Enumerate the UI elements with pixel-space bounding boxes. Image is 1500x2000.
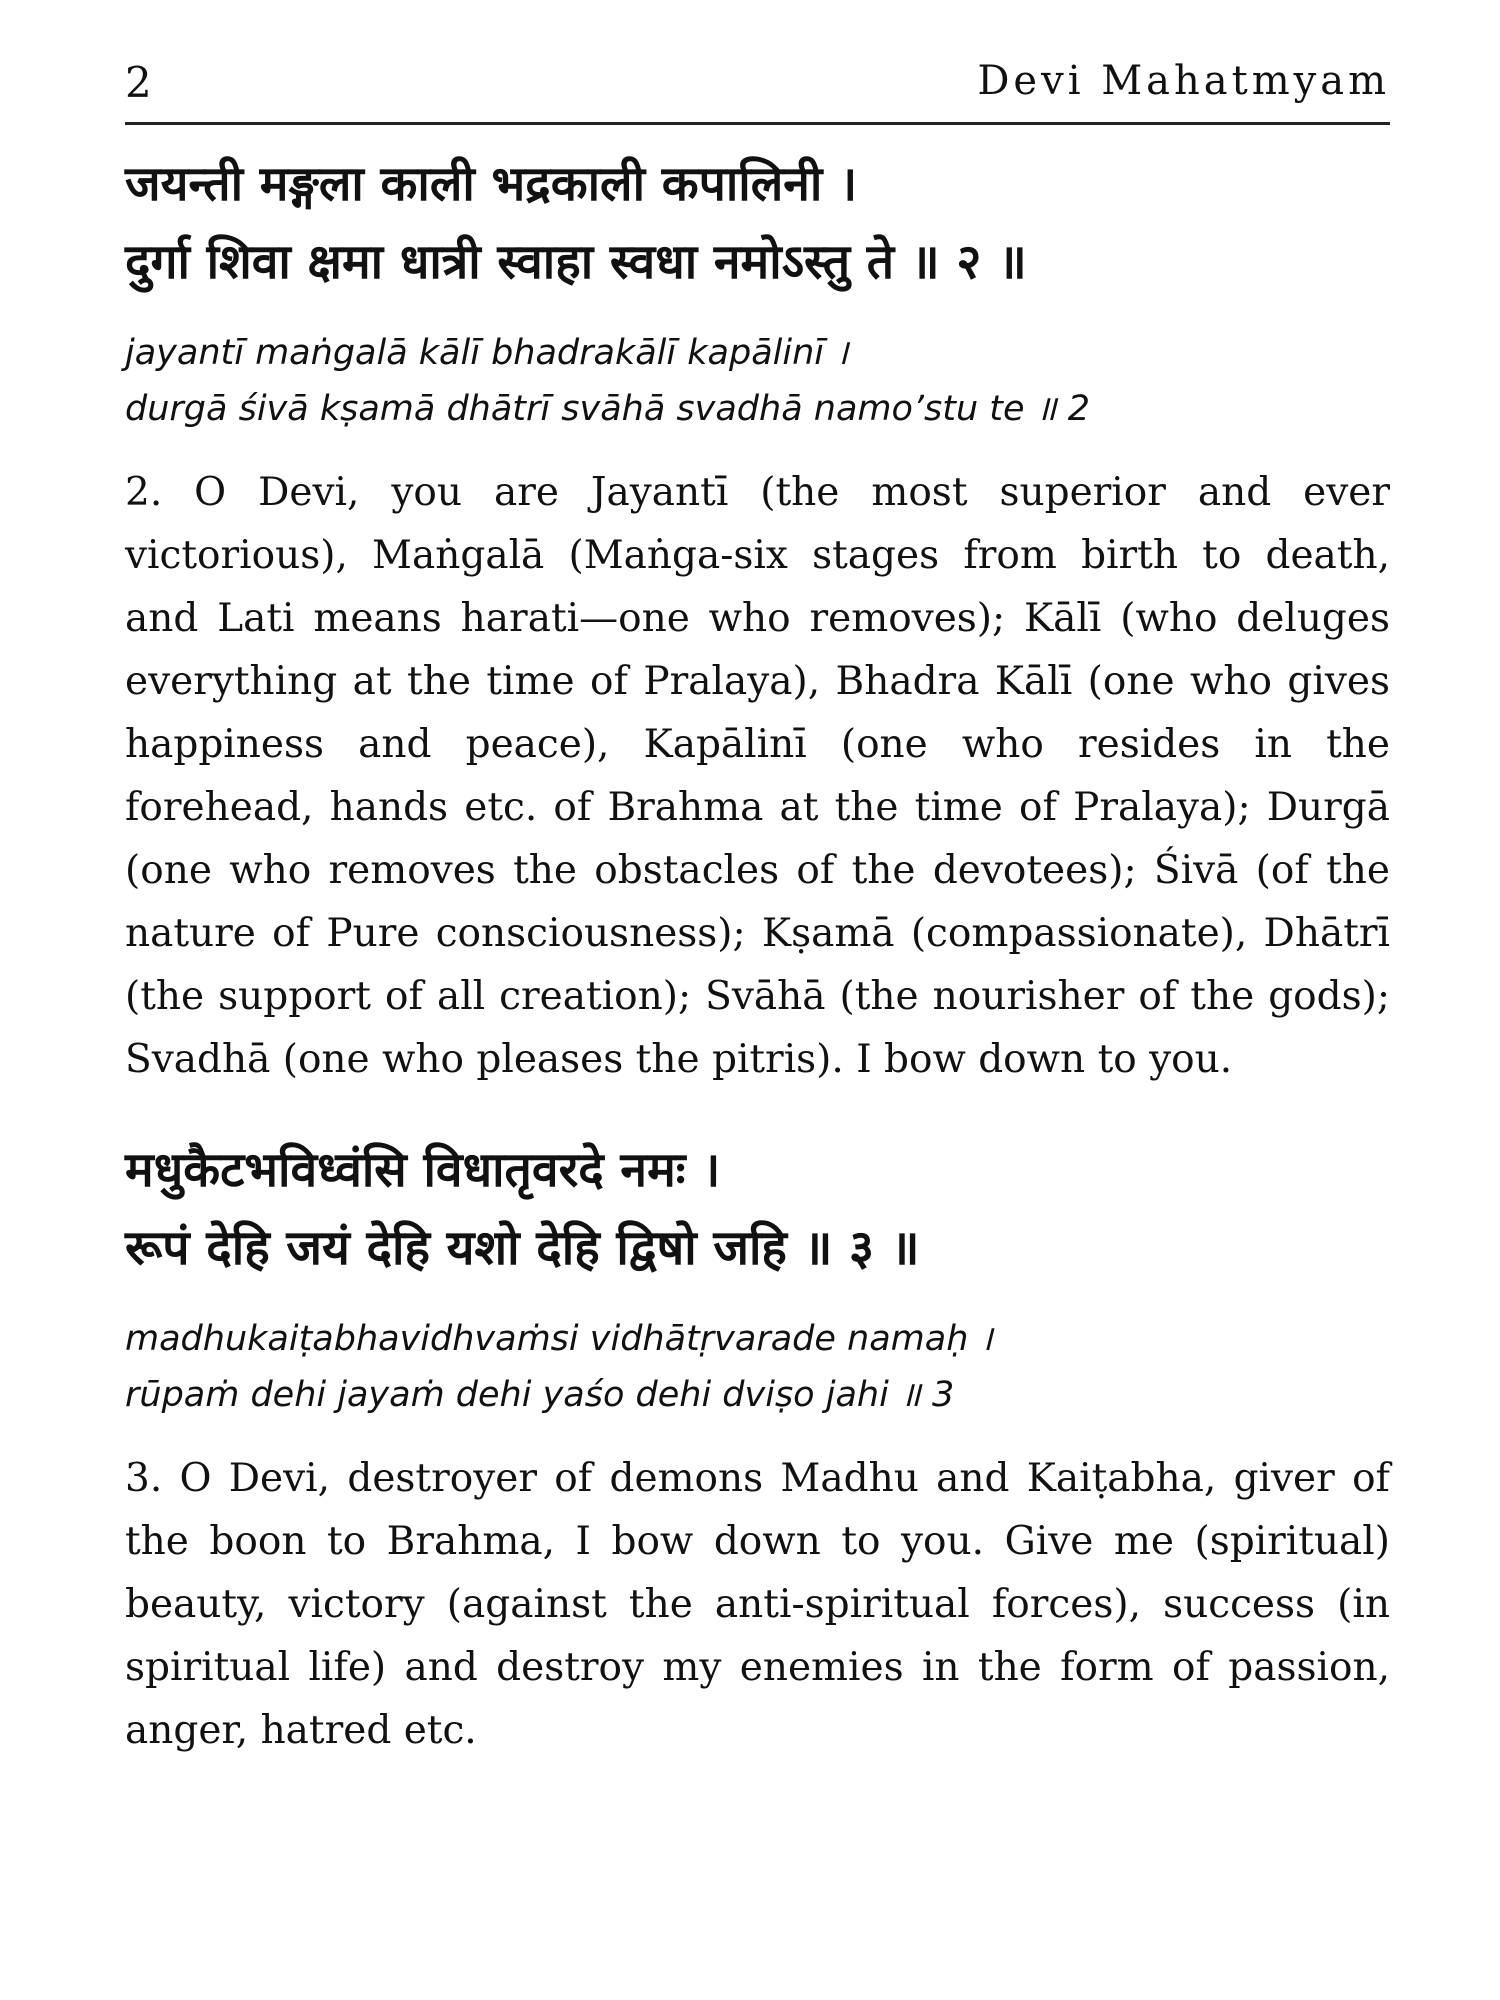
transliteration-line: madhukaiṭabhavidhvaṁsi vidhātṛvarade namaḥ । xyxy=(125,1319,993,1359)
transliteration xyxy=(125,1311,1390,1423)
verse-3 xyxy=(125,1131,1390,1762)
sanskrit-line: रूपं देहि जयं देहि यशो देहि द्विषो जहि ॥ ३ ॥ xyxy=(125,1220,920,1276)
transliteration xyxy=(125,325,1390,437)
sanskrit-verse xyxy=(125,145,1390,301)
sanskrit-line: मधुकैटभविध्वंसि विधातृवरदे नमः । xyxy=(125,1142,721,1198)
sanskrit-line: जयन्ती मङ्गला काली भद्रकाली कपालिनी । xyxy=(125,156,858,212)
sanskrit-verse xyxy=(125,1131,1390,1287)
transliteration-line: jayantī maṅgalā kālī bhadrakālī kapālinī । xyxy=(125,333,849,373)
transliteration-line: rūpaṁ dehi jayaṁ dehi yaśo dehi dviṣo jahi ॥ 3 xyxy=(125,1375,955,1415)
running-title: Devi Mahatmyam xyxy=(977,58,1390,104)
transliteration-line: durgā śivā kṣamā dhātrī svāhā svadhā namo’stu te ॥ 2 xyxy=(125,389,1091,429)
verse-2 xyxy=(125,145,1390,1091)
translation-paragraph: 3. O Devi, destroyer of demons Madhu and Kaiṭabha, giver of the boon to Brahma, I bow down to you. Give me (spiritual) beauty, victory (against the anti-spiritual forces), success (in spiritual life) and destroy my enemies in the form of passion, anger, hatred etc. xyxy=(125,1456,1390,1753)
book-page xyxy=(125,50,1390,1762)
page-header xyxy=(125,50,1390,125)
page-number: 2 xyxy=(125,58,152,107)
translation-paragraph: 2. O Devi, you are Jayantī (the most superior and ever victorious), Maṅgalā (Maṅga-six stages from birth to death, and Lati means harati—one who removes); Kālī (who deluges everything at the time of Pralaya), Bhadra Kālī (one who gives happiness and peace), Kapālinī (one who resides in the forehead, hands etc. of Brahma at the time of Pralaya); Durgā (one who removes the obstacles of the devotees); Śivā (of the nature of Pure consciousness); Kṣamā (compassionate), Dhātrī (the support of all creation); Svāhā (the nourisher of the gods); Svadhā (one who pleases the pitris). I bow down to you. xyxy=(125,470,1390,1082)
sanskrit-line: दुर्गा शिवा क्षमा धात्री स्वाहा स्वधा नमोऽस्तु ते ॥ २ ॥ xyxy=(125,234,1027,290)
